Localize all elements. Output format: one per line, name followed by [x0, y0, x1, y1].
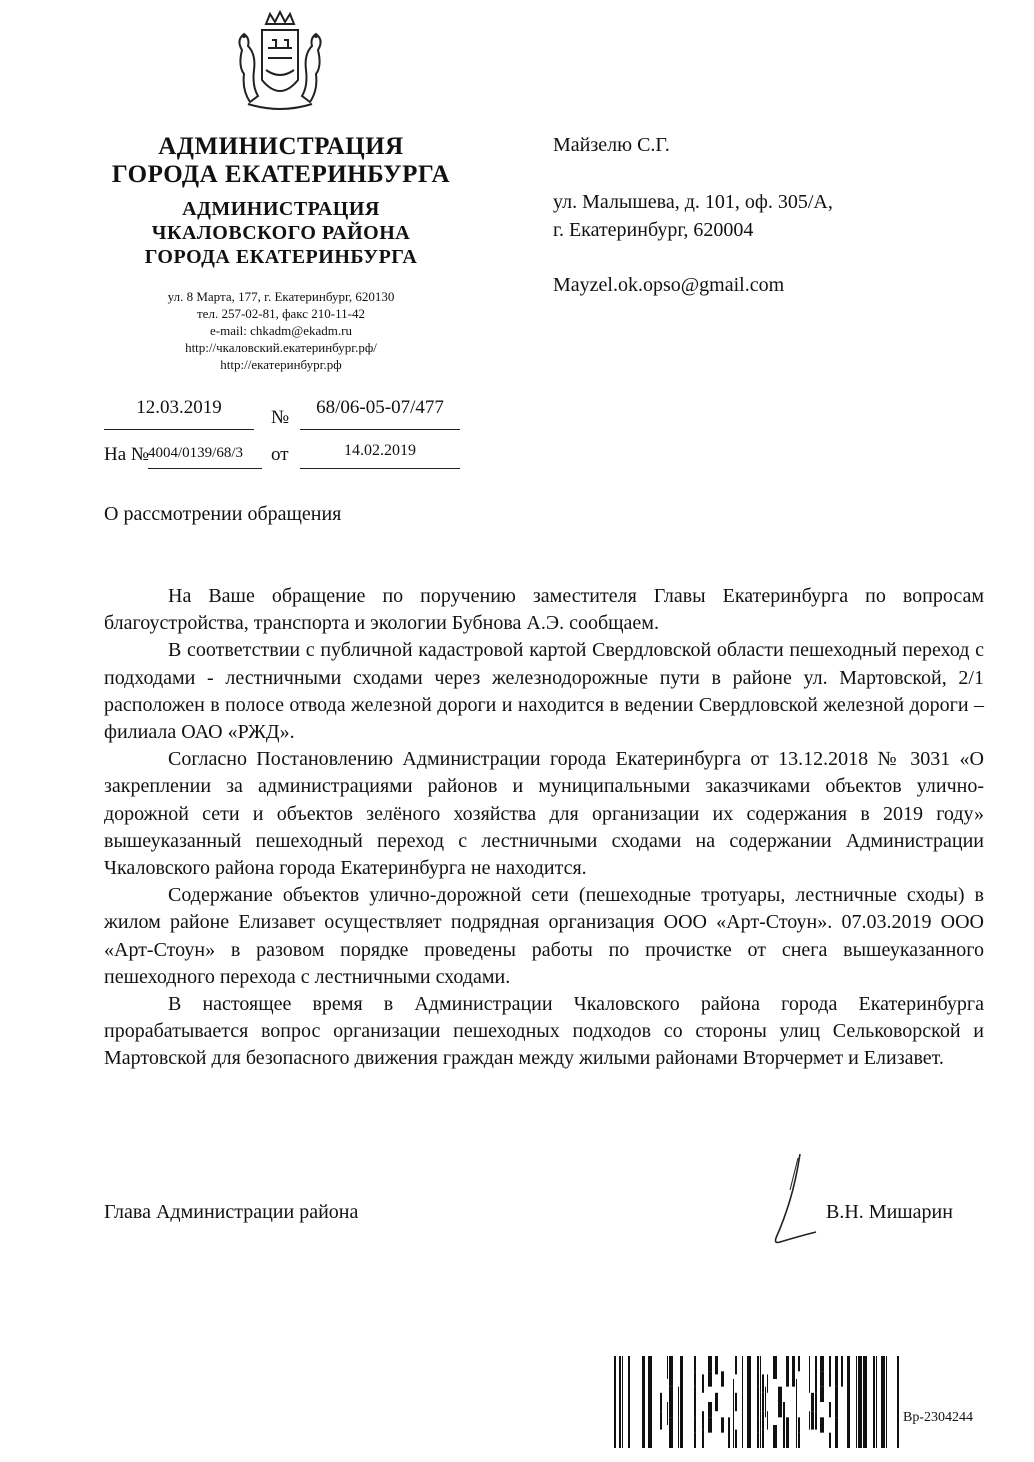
ref-date-underline	[300, 468, 460, 469]
barcode-id: Вр-2304244	[903, 1410, 973, 1425]
body-paragraph: На Ваше обращение по поручению заместителя Главы Екатеринбурга по вопросам благоустройства, транспорта и экологии Бубнова А.Э. сообщаем.	[104, 585, 984, 635]
letter-body	[104, 583, 984, 1073]
body-paragraph: В настоящее время в Администрации Чкаловского района города Екатеринбурга прорабатывается вопрос организации пешеходных подходов со стороны улиц Сельковорской и Мартовской для безопасного движения граждан между жилыми районами Вторчермет и Елизавет.	[104, 993, 984, 1070]
body-paragraph: В соответствии с публичной кадастровой картой Свердловской области пешеходный переход с подходами - лестничными сходами через железнодорожные пути в районе ул. Мартовской, 2/1 расположен в полосе отвода железной дороги и находится в ведении Свердловской железной дороги – филиала ОАО «РЖД».	[104, 639, 984, 744]
outgoing-date: 12.03.2019	[136, 397, 222, 418]
contact-address: ул. 8 Марта, 177, г. Екатеринбург, 620130	[167, 289, 395, 304]
dept-name-line2: ЧКАЛОВСКОГО РАЙОНА	[151, 222, 411, 244]
number-underline	[300, 429, 460, 430]
signatory-name: В.Н. Мишарин	[826, 1201, 953, 1223]
outgoing-number: 68/06-05-07/477	[316, 397, 444, 418]
contact-website-district: http://чкаловский.екатеринбург.рф/	[185, 340, 377, 355]
handwritten-signature	[760, 1150, 820, 1250]
from-label: от	[271, 444, 289, 465]
recipient-address-line1: ул. Малышева, д. 101, оф. 305/А,	[553, 191, 833, 213]
contact-phone: тел. 257-02-81, факс 210-11-42	[197, 306, 365, 321]
recipient-name: Майзелю С.Г.	[553, 134, 670, 156]
signatory-position: Глава Администрации района	[104, 1201, 359, 1223]
recipient-email: Mayzel.ok.opso@gmail.com	[553, 274, 785, 296]
dept-name-line1: АДМИНИСТРАЦИЯ	[182, 198, 380, 220]
org-name-line1: АДМИНИСТРАЦИЯ	[158, 133, 404, 160]
body-paragraph: Содержание объектов улично-дорожной сети (пешеходные тротуары, лестничные сходы) в жилом районе Елизавет осуществляет подрядная организация ООО «Арт-Стоун». 07.03.2019 ООО «Арт-Стоун» в разовом порядке проведены работы по прочистке от снега вышеуказанного пешеходного перехода с лестничными сходами.	[104, 884, 984, 988]
number-label: №	[271, 407, 290, 428]
contact-email: e-mail: chkadm@ekadm.ru	[210, 323, 352, 338]
ref-label: На №	[104, 444, 150, 465]
coat-of-arms-emblem	[228, 10, 332, 118]
document-barcode	[614, 1356, 899, 1448]
ref-number: 4004/0139/68/3	[148, 445, 244, 461]
recipient-address-line2: г. Екатеринбург, 620004	[553, 219, 754, 241]
contact-website-city: http://екатеринбург.рф	[220, 357, 342, 372]
letter-subject: О рассмотрении обращения	[104, 503, 342, 525]
dept-name-line3: ГОРОДА ЕКАТЕРИНБУРГА	[144, 246, 418, 268]
ref-date: 14.02.2019	[344, 442, 416, 459]
date-underline	[104, 429, 254, 430]
org-name-line2: ГОРОДА ЕКАТЕРИНБУРГА	[111, 161, 451, 188]
body-paragraph: Согласно Постановлению Администрации города Екатеринбурга от 13.12.2018 № 3031 «О закреплении за администрациями районов и муниципальными заказчиками объектов улично-дорожной сети и объектов зелёного хозяйства для организации их содержания в 2019 году» вышеуказанный пешеходный переход с лестничными сходами на содержании Администрации Чкаловского района города Екатеринбурга не находится.	[104, 748, 984, 880]
ref-number-underline	[148, 468, 262, 469]
